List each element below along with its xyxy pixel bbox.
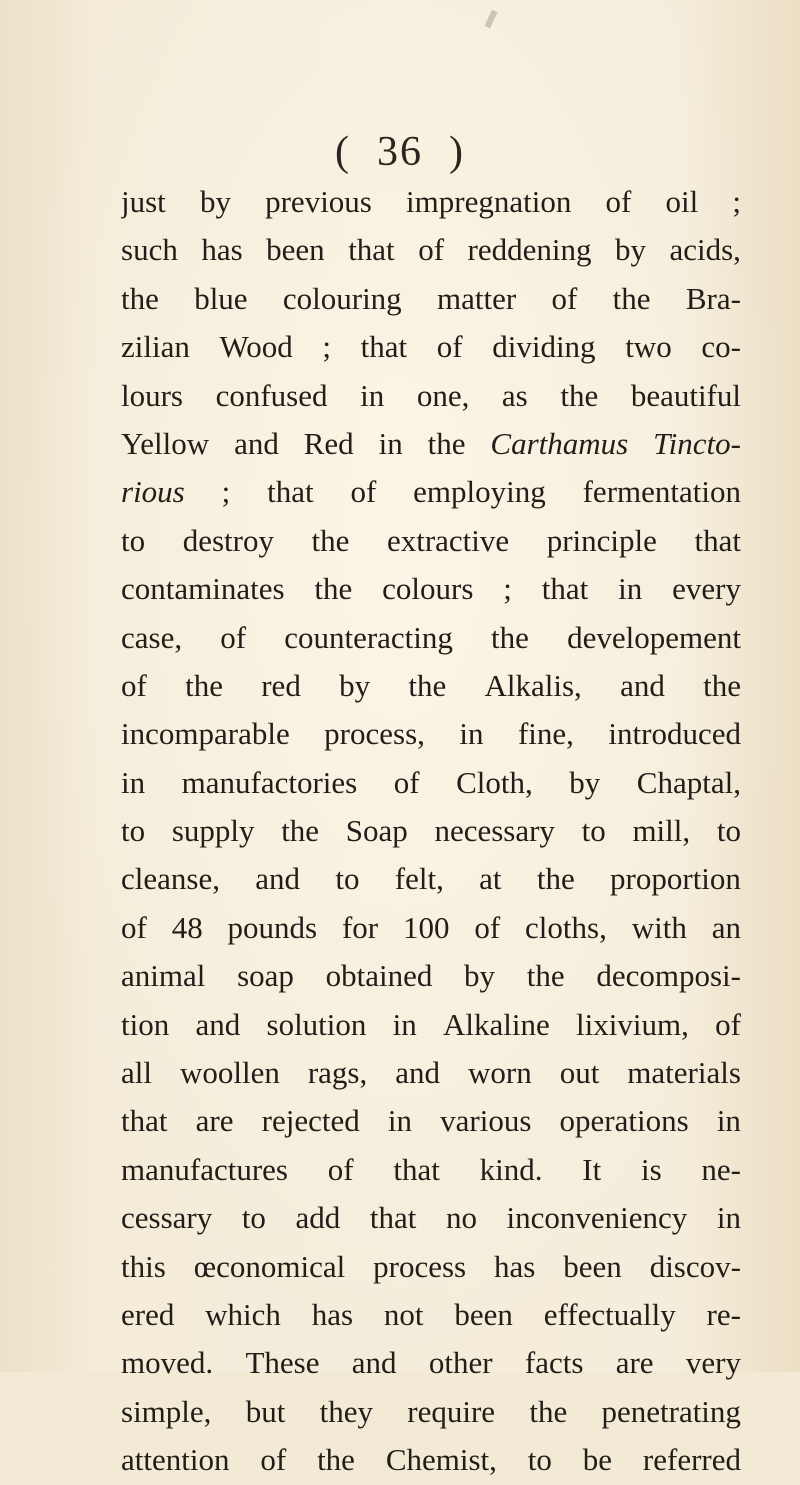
- text-line: all woollen rags, and worn out materials: [121, 1055, 741, 1091]
- text-line: to destroy the extractive principle that: [121, 522, 741, 558]
- text-line: the blue colouring matter of the Bra-: [121, 280, 741, 316]
- margin-mark: [484, 10, 497, 29]
- text-line: just by previous impregnation of oil ;: [121, 184, 741, 219]
- text-line: to supply the Soap necessary to mill, to: [121, 813, 741, 849]
- open-paren: (: [335, 129, 351, 175]
- text-line: rious ; that of employing fermentation: [121, 474, 741, 510]
- close-paren: ): [449, 129, 465, 175]
- text-line: attention of the Chemist, to be referred: [121, 1442, 741, 1478]
- text-line: case, of counteracting the developement: [121, 619, 741, 655]
- text-line: animal soap obtained by the decomposi-: [121, 958, 741, 994]
- text-line: of 48 pounds for 100 of cloths, with an: [121, 909, 741, 945]
- page-number: 36: [377, 129, 423, 175]
- text-line: cessary to add that no inconveniency in: [121, 1200, 741, 1236]
- text-line: incomparable process, in fine, introduced: [121, 716, 741, 752]
- text-line: this œconomical process has been discov-: [121, 1248, 741, 1284]
- text-line: manufactures of that kind. It is ne-: [121, 1151, 741, 1187]
- body-text: [121, 178, 741, 1485]
- text-line: lours confused in one, as the beautiful: [121, 377, 741, 413]
- text-line: tion and solution in Alkaline lixivium, of: [121, 1006, 741, 1042]
- text-line: Yellow and Red in the Carthamus Tincto-: [121, 425, 741, 461]
- text-line: in manufactories of Cloth, by Chaptal,: [121, 764, 741, 800]
- text-line: such has been that of reddening by acids,: [121, 232, 741, 268]
- page-number-header: [0, 128, 800, 176]
- text-line: contaminates the colours ; that in every: [121, 571, 741, 607]
- text-line: simple, but they require the penetrating: [121, 1393, 741, 1429]
- text-line: zilian Wood ; that of dividing two co-: [121, 329, 741, 365]
- text-line: moved. These and other facts are very: [121, 1345, 741, 1381]
- text-line: that are rejected in various operations in: [121, 1103, 741, 1139]
- text-line: ered which has not been effectually re-: [121, 1296, 741, 1332]
- text-line: cleanse, and to felt, at the proportion: [121, 861, 741, 897]
- text-line: of the red by the Alkalis, and the: [121, 667, 741, 703]
